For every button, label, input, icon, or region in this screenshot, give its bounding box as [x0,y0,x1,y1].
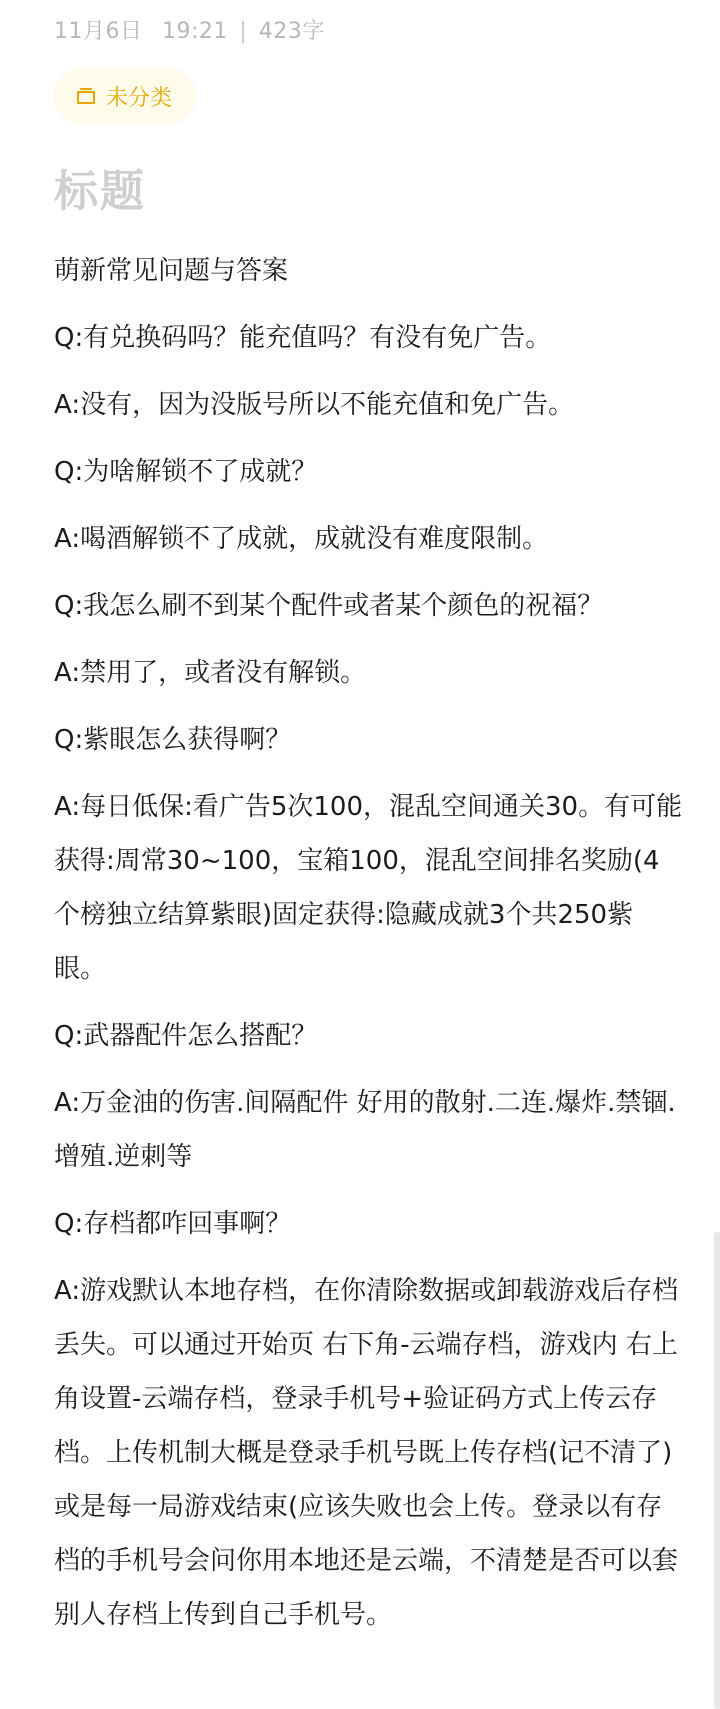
paragraph: Q:武器配件怎么搭配？ [54,1021,318,1051]
paragraph: A:每日低保:看广告5次100，混乱空间通关30。有可能获得:周常30~100，宝箱100，混乱空间排名奖励(4个榜独立结算紫眼)固定获得:隐藏成就3个共250紫眼。 [54,792,683,984]
category-label: 未分类 [106,85,173,111]
paragraph: 萌新常见问题与答案 [54,256,289,286]
category-chip[interactable] [54,68,196,124]
paragraph: Q:为啥解锁不了成就？ [54,457,318,487]
note-date: 11月6日 [54,19,143,44]
note-meta [54,14,325,45]
word-count: 423字 [258,19,325,44]
paragraph: A:禁用了，或者没有解锁。 [54,658,367,688]
paragraph: A:喝酒解锁不了成就，成就没有难度限制。 [54,524,549,554]
folder-icon [76,87,96,105]
paragraph: A:万金油的伤害.间隔配件 好用的散射.二连.爆炸.禁锢.增殖.逆刺等 [54,1088,676,1172]
paragraph: Q:有兑换码吗？能充值吗？有没有免广告。 [54,323,552,353]
paragraph: Q:存档都咋回事啊？ [54,1209,292,1239]
meta-separator: | [239,19,248,44]
title-field[interactable]: 标题 [54,166,146,217]
paragraph: Q:紫眼怎么获得啊？ [54,725,292,755]
paragraph: Q:我怎么刷不到某个配件或者某个颜色的祝福？ [54,591,604,621]
note-body[interactable] [54,244,684,1655]
note-time: 19:21 [162,19,228,44]
paragraph: A:游戏默认本地存档，在你清除数据或卸载游戏后存档丢失。可以通过开始页 右下角-云端存档，游戏内 右上角设置-云端存档，登录手机号+验证码方式上传云存档。上传机制大概是登录手机号既上传存档(记不清了)或是每一局游戏结束(应该失败也会上传。登录以有存档的手机号会问你用本地还是云端，不清楚是否可以套别人存档上传到自己手机号。 [54,1276,679,1630]
scrollbar[interactable] [714,1232,720,1709]
paragraph: A:没有，因为没版号所以不能充值和免广告。 [54,390,575,420]
